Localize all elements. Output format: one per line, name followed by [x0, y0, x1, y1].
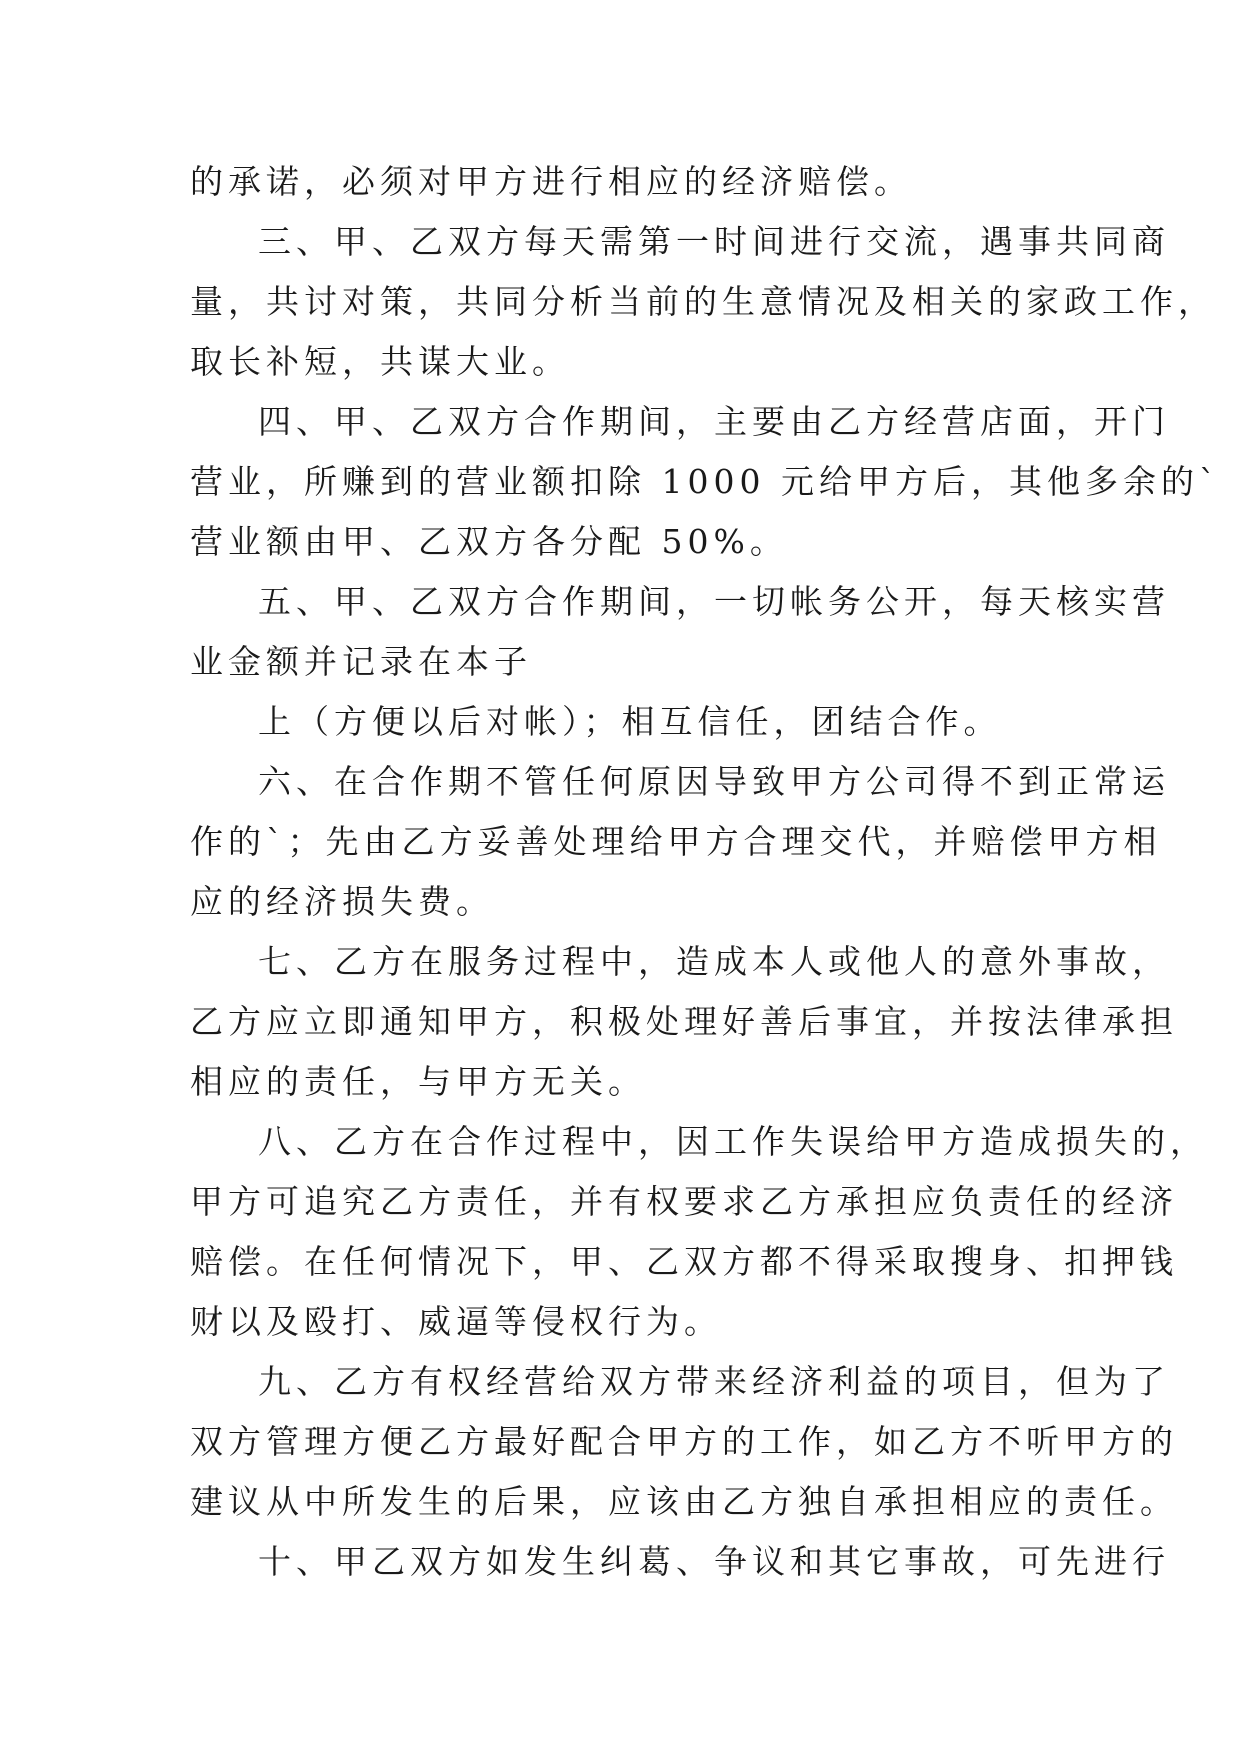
text-line: 业金额并记录在本子 [190, 642, 532, 681]
text-line: 四、甲、乙双方合作期间，主要由乙方经营店面，开门 [258, 402, 1170, 441]
text-line: 上（方便以后对帐）；相互信任，团结合作。 [258, 702, 1002, 741]
text-line: 七、乙方在服务过程中，造成本人或他人的意外事故， [258, 942, 1170, 981]
text-line: 营业，所赚到的营业额扣除 1000 元给甲方后，其他多余的` [190, 462, 1221, 501]
contract-text-body [190, 152, 1221, 1592]
text-line: 相应的责任，与甲方无关。 [190, 1062, 646, 1101]
text-line: 五、甲、乙双方合作期间，一切帐务公开，每天核实营 [258, 582, 1170, 621]
text-line: 六、在合作期不管任何原因导致甲方公司得不到正常运 [258, 762, 1170, 801]
text-line: 量，共讨对策，共同分析当前的生意情况及相关的家政工作， [190, 282, 1216, 321]
text-line: 八、乙方在合作过程中，因工作失误给甲方造成损失的， [258, 1122, 1208, 1161]
text-line: 十、甲乙双方如发生纠葛、争议和其它事故，可先进行 [258, 1542, 1170, 1581]
text-line: 建议从中所发生的后果，应该由乙方独自承担相应的责任。 [190, 1482, 1178, 1521]
text-line: 应的经济损失费。 [190, 882, 494, 921]
text-line: 三、甲、乙双方每天需第一时间进行交流，遇事共同商 [258, 222, 1170, 261]
text-line: 赔偿。在任何情况下，甲、乙双方都不得采取搜身、扣押钱 [190, 1242, 1178, 1281]
text-line: 甲方可追究乙方责任，并有权要求乙方承担应负责任的经济 [190, 1182, 1178, 1221]
text-line: 财以及殴打、威逼等侵权行为。 [190, 1302, 722, 1341]
text-line: 的承诺，必须对甲方进行相应的经济赔偿。 [190, 162, 912, 201]
text-line: 九、乙方有权经营给双方带来经济利益的项目，但为了 [258, 1362, 1170, 1401]
text-line: 乙方应立即通知甲方，积极处理好善后事宜，并按法律承担 [190, 1002, 1178, 1041]
text-line: 取长补短，共谋大业。 [190, 342, 570, 381]
text-line: 作的`；先由乙方妥善处理给甲方合理交代，并赔偿甲方相 [190, 822, 1162, 861]
text-line: 营业额由甲、乙双方各分配 50%。 [190, 522, 788, 561]
text-line: 双方管理方便乙方最好配合甲方的工作，如乙方不听甲方的 [190, 1422, 1178, 1461]
